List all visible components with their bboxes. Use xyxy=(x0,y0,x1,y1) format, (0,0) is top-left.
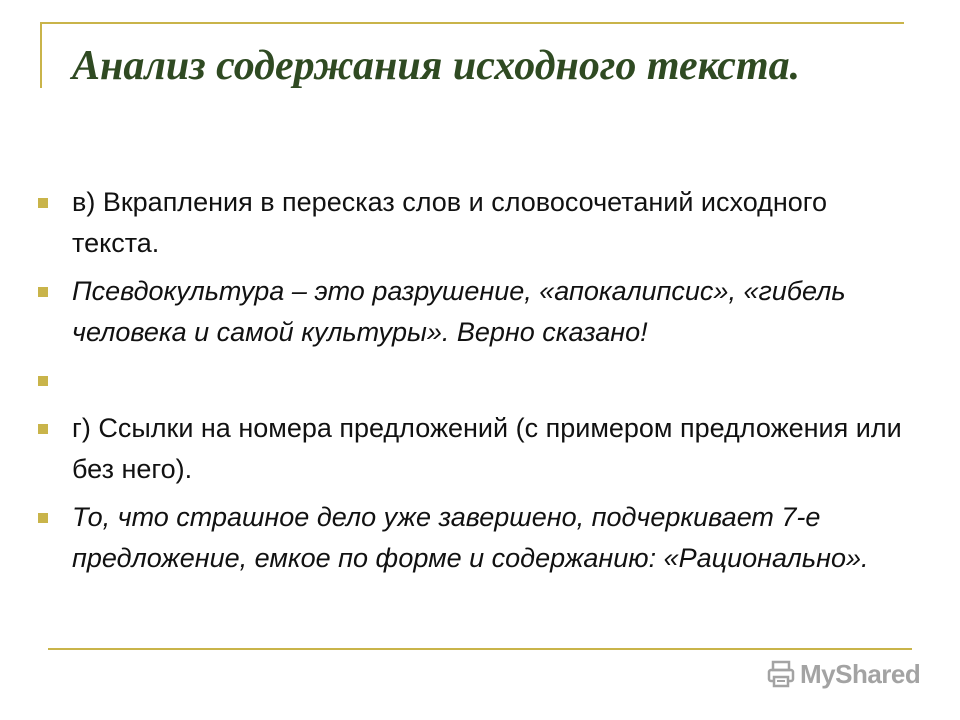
frame-left-line xyxy=(40,22,42,88)
bullet-marker-icon xyxy=(38,287,48,297)
bullet-text: Псевдокультура – это разрушение, «апокалипсис», «гибель человека и самой культуры». Верно сказано! xyxy=(72,276,846,347)
bullet-text: в) Вкрапления в пересказ слов и словосочетаний исходного текста. xyxy=(72,187,828,258)
bullet-item xyxy=(38,497,918,579)
slide-title: Анализ содержания исходного текста. xyxy=(72,43,801,89)
bullet-text: То, что страшное дело уже завершено, подчеркивает 7-е предложение, емкое по форме и содержанию: «Рационально». xyxy=(72,502,869,573)
watermark-logo xyxy=(766,656,920,692)
frame-top-line xyxy=(40,22,904,24)
bullet-item xyxy=(38,182,918,264)
bullet-item-empty xyxy=(38,360,918,401)
bullet-text: г) Ссылки на номера предложений (с примером предложения или без него). xyxy=(72,413,902,484)
bullet-marker-icon xyxy=(38,424,48,434)
bullet-marker-icon xyxy=(38,376,48,386)
bullet-item xyxy=(38,271,918,353)
bullet-list xyxy=(38,182,918,586)
frame-bottom-line xyxy=(48,648,912,650)
watermark-text: MyShared xyxy=(800,658,921,689)
bullet-marker-icon xyxy=(38,513,48,523)
bullet-item xyxy=(38,408,918,490)
printer-icon xyxy=(766,659,796,689)
bullet-marker-icon xyxy=(38,198,48,208)
